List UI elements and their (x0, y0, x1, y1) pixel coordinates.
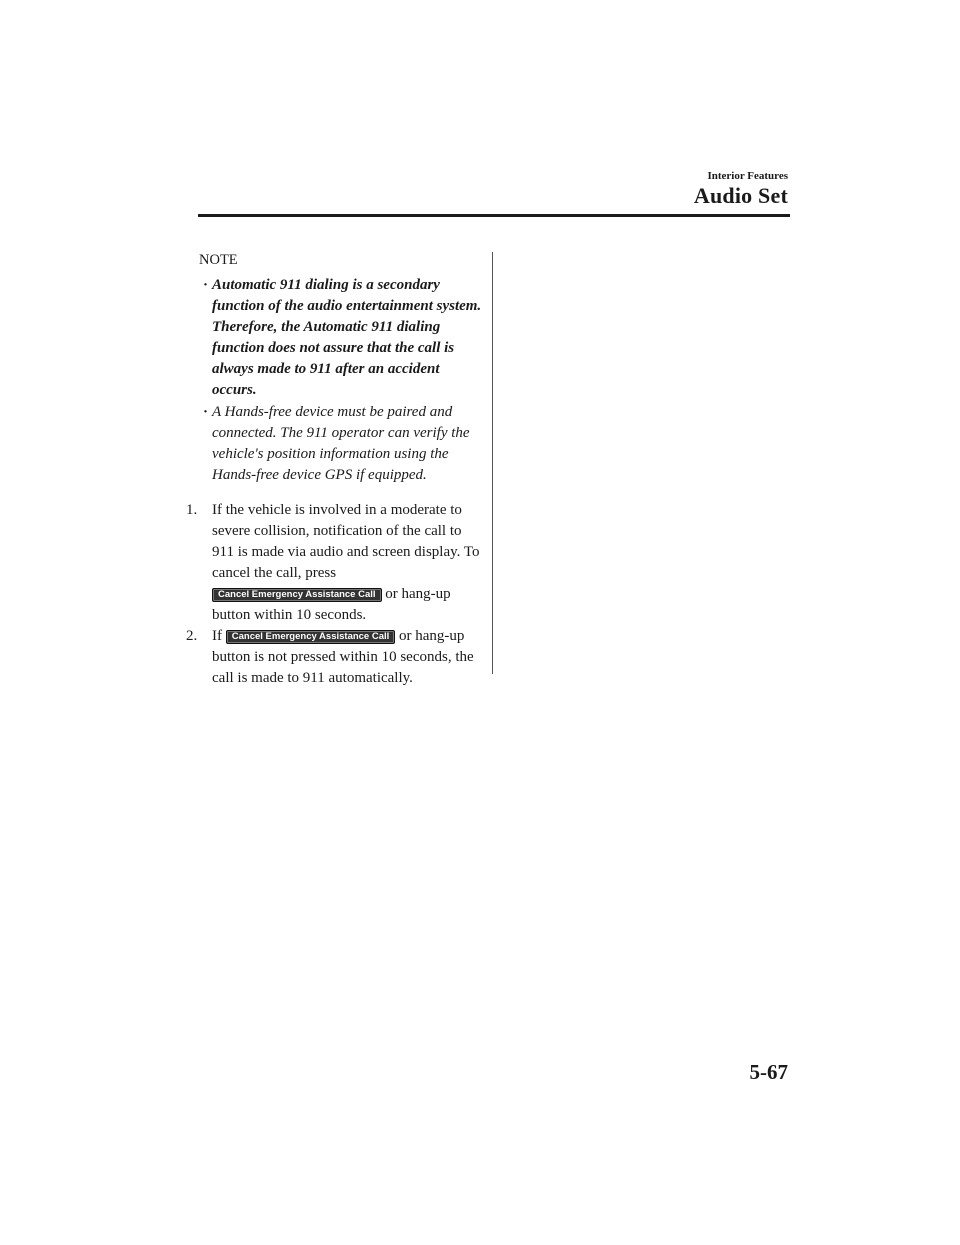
steps-list (186, 500, 482, 689)
section-title: Interior Features (707, 170, 788, 182)
note-item-text: Automatic 911 dialing is a secondary function of the audio entertainment system. Therefore, the Automatic 911 dialing function does not assure that the call is always made to 911 after an accident occurs. (212, 277, 482, 398)
step-text: If the vehicle is involved in a moderate to severe collision, notification of the call to 911 is made via audio and screen display. To cancel the call, press (212, 502, 480, 581)
step-number: 1. (186, 502, 198, 518)
step-text: If (212, 628, 222, 644)
step-number: 2. (186, 628, 198, 644)
note-item (186, 402, 482, 486)
step-text: or hang-up button is not pressed within 10 seconds, the call is made to 911 automatically. (212, 628, 474, 686)
column-divider (492, 252, 493, 674)
header-divider (198, 214, 790, 217)
bullet-icon: · (203, 277, 209, 293)
note-item-text: A Hands-free device must be paired and connected. The 911 operator can verify the vehicle's position information using the Hands-free device GPS if equipped. (212, 404, 470, 483)
page-number: 5-67 (749, 1060, 788, 1084)
cancel-emergency-call-button[interactable]: Cancel Emergency Assistance Call (226, 630, 396, 644)
step-item (186, 500, 482, 626)
cancel-emergency-call-button[interactable]: Cancel Emergency Assistance Call (212, 588, 382, 602)
step-text: or hang-up button within 10 seconds. (212, 586, 451, 623)
note-item (186, 275, 482, 401)
note-label: NOTE (199, 252, 238, 268)
page-title: Audio Set (693, 183, 788, 208)
bullet-icon: · (203, 404, 209, 420)
main-column (186, 252, 482, 689)
step-item (186, 626, 482, 689)
